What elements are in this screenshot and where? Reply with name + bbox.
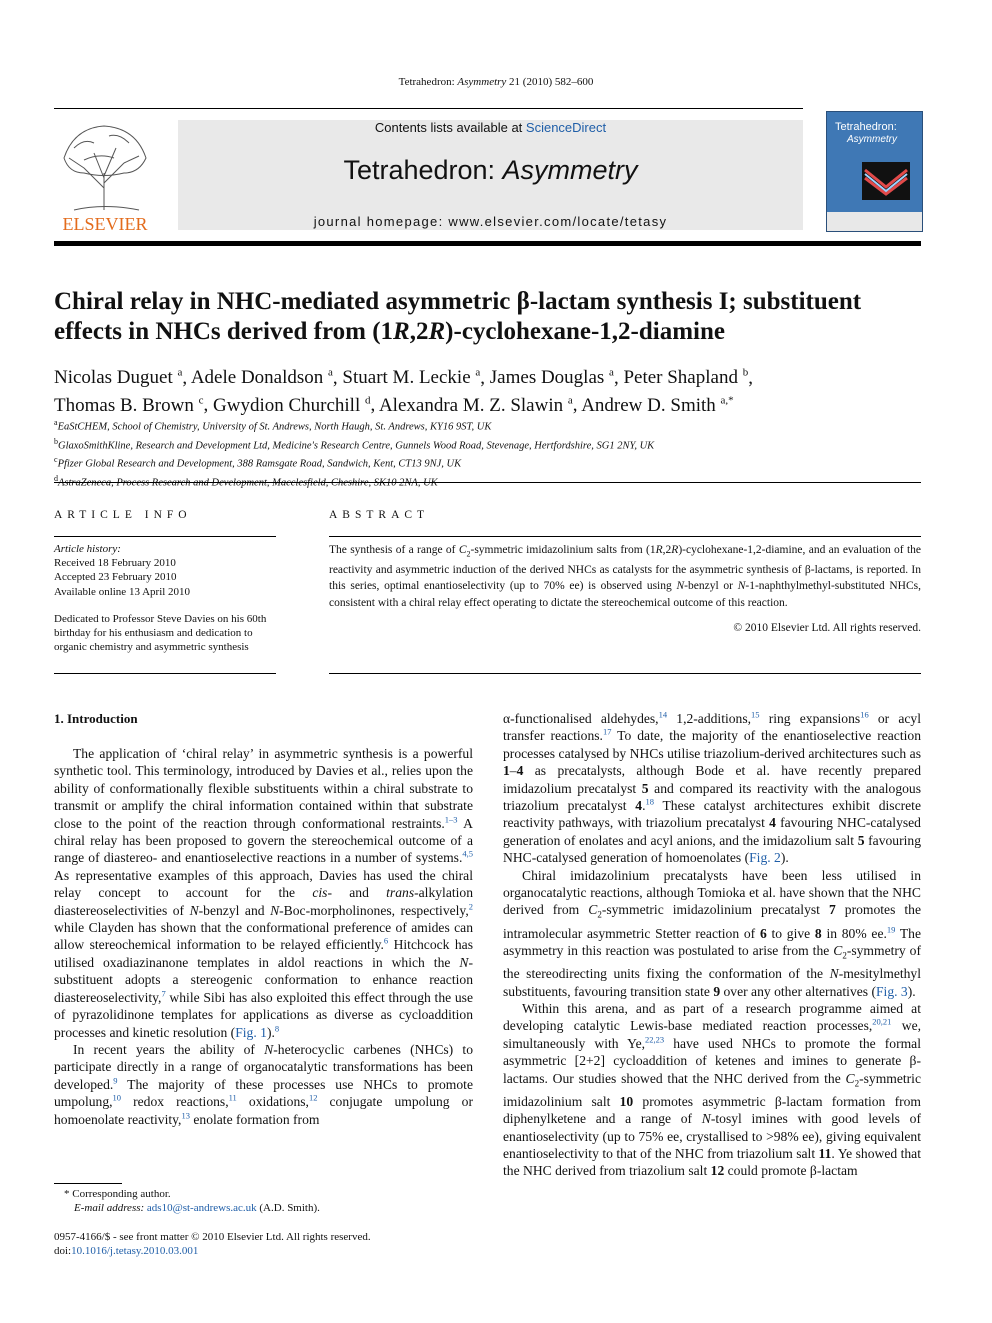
online-date: Available online 13 April 2010 — [54, 585, 191, 598]
paragraph: α-functionalised aldehydes,$^{14}$ 1,2-additions,$^{15}$ ring expansions$^{16}$ or acyl transfer reactions.$^{17}$ To date, the majority of the enantioselective reaction processes catalysed by NHCs utilise triazolium-derived architectures such as 1–4 as precatalysts, although Bode et al. have recently prepared imidazolium precatalyst 5 and compared its reactivity with the analogous triazolium precatalyst 4.18 These catalyst architectures exhibit discrete reactivity pathways, with triazolium precatalyst 4 favouring NHC-catalysed generation of enolates and acyl anions, and the imidazolium salt 5 favouring NHC-catalysed generation of homoenolates (Fig. 2). — [503, 709, 922, 866]
footnote-rule — [54, 1183, 122, 1184]
accepted-date: Accepted 23 February 2010 — [54, 571, 177, 584]
footnote — [54, 1187, 473, 1215]
history-label: Article history: — [54, 543, 121, 555]
paragraph: Chiral imidazolinium precatalysts have been less utilised in organocatalytic reactions, although Tomioka et al. have shown that the NHC derived from $C_2$-symmetric imidazolinium precatalyst 7 promotes the intramolecular asymmetric Stetter reaction of 6 to give 8 in 80% ee.$^{19}$ The asymmetry in this reaction was postulated to arise from the $C_2$-symmetry of the stereodirecting units fixing the conformation of the N-mesitylmethyl substituents, favouring transition state 9 over any other alternatives (Fig. 3). — [503, 867, 921, 999]
body-column-right — [503, 710, 921, 1180]
author[interactable]: Alexandra M. Z. Slawin $^a$ — [378, 394, 573, 416]
header-thick-rule — [54, 241, 921, 246]
author[interactable]: Thomas B. Brown $^c$ — [54, 394, 204, 416]
elsevier-tree-icon — [54, 118, 156, 234]
elsevier-logo — [54, 118, 156, 234]
journal-homepage[interactable]: journal homepage: www.elsevier.com/locate/tetasy — [313, 214, 668, 229]
issn-doi — [54, 1230, 473, 1258]
article-history — [54, 542, 276, 599]
affiliation: $^c$Pfizer Global Research and Development, 388 Ramsgate Road, Sandwich, Kent, CT13 9NJ, UK — [54, 455, 462, 470]
article-info-heading: ARTICLE INFO — [54, 509, 192, 521]
abstract-text: The synthesis of a range of $C_2$-symmetric imidazolinium salts from (1R,2R)-cyclohexane-1,2-diamine, and an evaluation of the reactivity and asymmetric induction of the derived NHCs as catalysts for the asymmetric synthesis of β-lactams, is reported. In this series, optimal enantioselectivity (up to 70% ee) is observed using N-benzyl or N-1-naphthylmethyl-substituted NHCs, consistent with a chiral relay effect operating to dictate the stereochemical outcome of this reaction. — [329, 544, 922, 609]
divider — [329, 673, 921, 674]
journal-cover-thumbnail — [826, 111, 923, 232]
abstract-heading: ABSTRACT — [329, 509, 430, 521]
journal-citation: Tetrahedron: Asymmetry 21 (2010) 582–600 — [398, 76, 594, 88]
issn-line: 0957-4166/$ - see front matter © 2010 Elsevier Ltd. All rights reserved. — [54, 1231, 371, 1243]
email-line: E-mail address: ads10@st-andrews.ac.uk (A.D. Smith). — [74, 1202, 320, 1214]
sciencedirect-link[interactable]: ScienceDirect — [525, 120, 607, 135]
contents-availability: Contents lists available at ScienceDirect — [374, 120, 607, 135]
dedication: Dedicated to Professor Steve Davies on his 60th birthday for his enthusiasm and dedication to organic chemistry and asymmetric synthesis — [54, 613, 267, 654]
doi-link[interactable]: 10.1016/j.tetasy.2010.03.001 — [71, 1245, 199, 1257]
affiliation: $^a$EaStCHEM, School of Chemistry, University of St. Andrews, North Haugh, St. Andrews, KY16 9ST, UK — [54, 418, 492, 433]
publisher-wordmark: ELSEVIER — [62, 214, 148, 234]
divider — [54, 482, 921, 483]
cover-title: Tetrahedron: — [835, 121, 897, 133]
author[interactable]: Stuart M. Leckie $^a$ — [342, 367, 481, 389]
doi-line: doi:10.1016/j.tetasy.2010.03.001 — [54, 1245, 199, 1257]
header-rule — [54, 108, 803, 109]
author[interactable]: James Douglas $^a$ — [489, 367, 614, 389]
journal-name: Tetrahedron: Asymmetry — [343, 155, 638, 185]
affiliation: d — [54, 473, 58, 483]
divider — [54, 673, 276, 674]
abstract-copyright: © 2010 Elsevier Ltd. All rights reserved. — [733, 622, 921, 634]
affiliation: $^b$GlaxoSmithKline, Research and Development Ltd, Medicine's Research Centre, Gunnels Wood Road, Stevenage, Hertfordshire, SG1 2NY, UK — [54, 436, 655, 451]
article-title: Chiral relay in NHC-mediated asymmetric β-lactam synthesis I; substituent effects in NHCs derived from (1R,2R)-cyclohexane-1,2-diamine — [54, 288, 862, 345]
author-corresponding[interactable]: Andrew D. Smith $^{a,*}$ — [581, 394, 734, 416]
divider — [329, 536, 921, 537]
paragraph: The application of ‘chiral relay’ in asymmetric synthesis is a powerful synthetic tool. This terminology, introduced by Davies et al., relies upon the ability of conformationally flexible substituents within a chiral substrate to transmit or amplify the chiral information contained within that substrate close to the point of the reaction through conformational restraints.$^{1-3}$ A chiral relay has been proposed to govern the stereochemical outcome of a range of diastereo- and enantioselective reactions in a number of systems.$^{4,5}$ As representative examples of this approach, Davies has used the chiral relay concept to account for the cis- and trans-alkylation diastereoselectivities of N-benzyl and N-Boc-morpholinones, respectively,$^2$ while Clayden has shown that the conformational preference of amides can allow stereochemical information to be relayed efficiently.$^6$ Hitchcock has utilised oxadiazinanone templates in aldol reactions in which the N-substituent adopts a stereogenic conformation to enhance reaction diastereoselectivity,$^7$ while Sibi has also exploited this effect through the use of pyrazolidinone templates for applications as diverse as cycloaddition processes and kinetic resolution (Fig. 1).$^8$ — [54, 746, 473, 1040]
received-date: Received 18 February 2010 — [54, 557, 176, 570]
author-list: Nicolas Duguet $^a$, Adele Donaldson $^a$, Stuart M. Leckie $^a$, James Douglas $^a$, Peter Shapland $^b$, Thomas B. Brown $^c$, Gwydion Churchill $^d$, Alexandra M. Z. Slawin $^a$, Andrew D. Smith $^{a,*}$ — [54, 367, 753, 416]
author[interactable]: Gwydion Churchill $^d$ — [213, 394, 371, 416]
corresponding-author-note: * Corresponding author. — [64, 1188, 171, 1200]
affiliations — [54, 416, 921, 490]
paragraph: Within this arena, and as part of a research programme aimed at developing catalytic Lewis-base mediated reaction processes,$^{20,21}$ we, simultaneously with Ye,$^{22,23}$ have used NHCs to promote the formal asymmetric [2+2] cycloaddition of ketenes and imines to generate β-lactams. Our studies showed that the NHC derived from the $C_2$-symmetric imidazolinium salt 10 promotes asymmetric β-lactam formation from diphenylketene and a range of N-tosyl imines with good levels of enantioselectivity (up to 75% ee, crystallised to >98% ee), giving equivalent enantioselectivity to that of the NHC from triazolium salt 11. Ye showed that the NHC derived from triazolium salt 12 could promote β-lactam — [503, 1000, 922, 1179]
email-link[interactable]: ads10@st-andrews.ac.uk — [146, 1202, 257, 1214]
author[interactable]: Peter Shapland $^b$ — [623, 367, 749, 389]
cover-subtitle: Asymmetry — [847, 134, 897, 145]
section-heading: 1. Introduction — [54, 711, 138, 726]
body-column-left — [54, 745, 473, 1128]
author[interactable]: Adele Donaldson $^a$ — [190, 367, 333, 389]
paragraph: In recent years the ability of N-heterocyclic carbenes (NHCs) to participate directly in a range of organocatalytic transformations has been developed.$^9$ The majority of these processes use NHCs to promote umpolung,$^{10}$ redox reactions,$^{11}$ oxidations,$^{12}$ conjugate umpolung or homoenolate reactivity,$^{13}$ enolate formation from — [54, 1041, 473, 1127]
author[interactable]: Nicolas Duguet $^a$ — [54, 367, 183, 389]
divider — [54, 536, 276, 537]
